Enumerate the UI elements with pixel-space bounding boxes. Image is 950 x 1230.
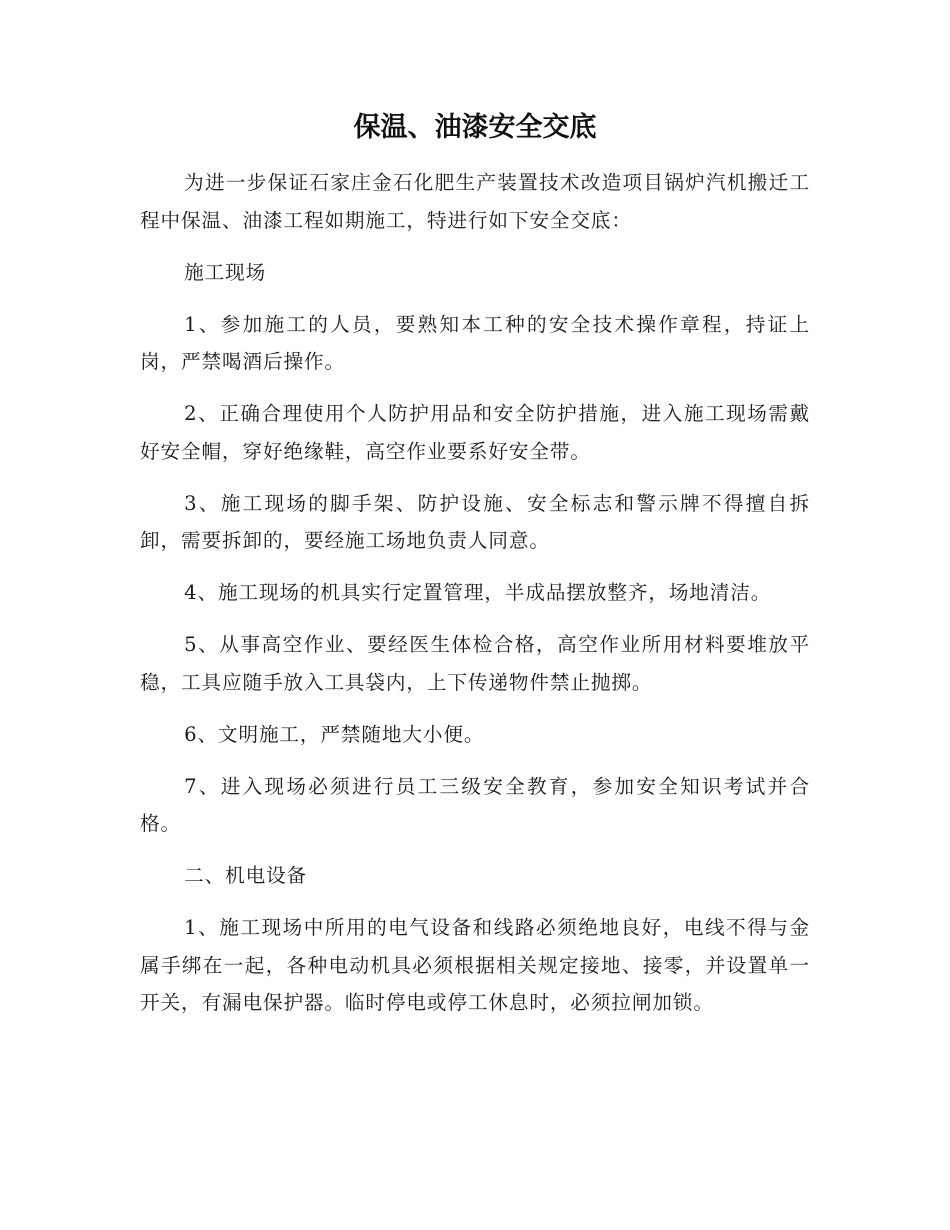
site-item-1: 1、参加施工的人员，要熟知本工种的安全技术操作章程，持证上岗，严禁喝酒后操作。 <box>140 312 810 373</box>
electrical-item-1: 1、施工现场中所用的电气设备和线路必须绝地良好，电线不得与金属手绑在一起，各种电动机具必须根据相关规定接地、接零，并设置单一开关，有漏电保护器。临时停电或停工休息时，必须拉闸加锁。 <box>140 916 810 1014</box>
site-item-5: 5、从事高空作业、要经医生体检合格，高空作业所用材料要堆放平稳，工具应随手放入工具袋内，上下传递物件禁止抛掷。 <box>140 633 810 694</box>
site-item-3: 3、施工现场的脚手架、防护设施、安全标志和警示牌不得擅自拆卸，需要拆卸的，要经施工场地负责人同意。 <box>140 491 810 552</box>
section-heading-electrical: 二、机电设备 <box>184 864 308 887</box>
site-item-4: 4、施工现场的机具实行定置管理，半成品摆放整齐，场地清洁。 <box>184 581 772 604</box>
site-item-7: 7、进入现场必须进行员工三级安全教育，参加安全知识考试并合格。 <box>140 774 810 835</box>
intro-paragraph: 为进一步保证石家庄金石化肥生产装置技术改造项目锅炉汽机搬迁工程中保温、油漆工程如期施工，特进行如下安全交底： <box>140 171 810 232</box>
document-body <box>140 164 810 1036</box>
document-title: 保温、油漆安全交底 <box>353 112 597 143</box>
site-item-6: 6、文明施工，严禁随地大小便。 <box>184 722 485 746</box>
section-heading-site: 施工现场 <box>184 260 267 284</box>
site-item-2: 2、正确合理使用个人防护用品和安全防护措施，进入施工现场需戴好安全帽，穿好绝缘鞋，高空作业要系好安全带。 <box>140 402 810 463</box>
